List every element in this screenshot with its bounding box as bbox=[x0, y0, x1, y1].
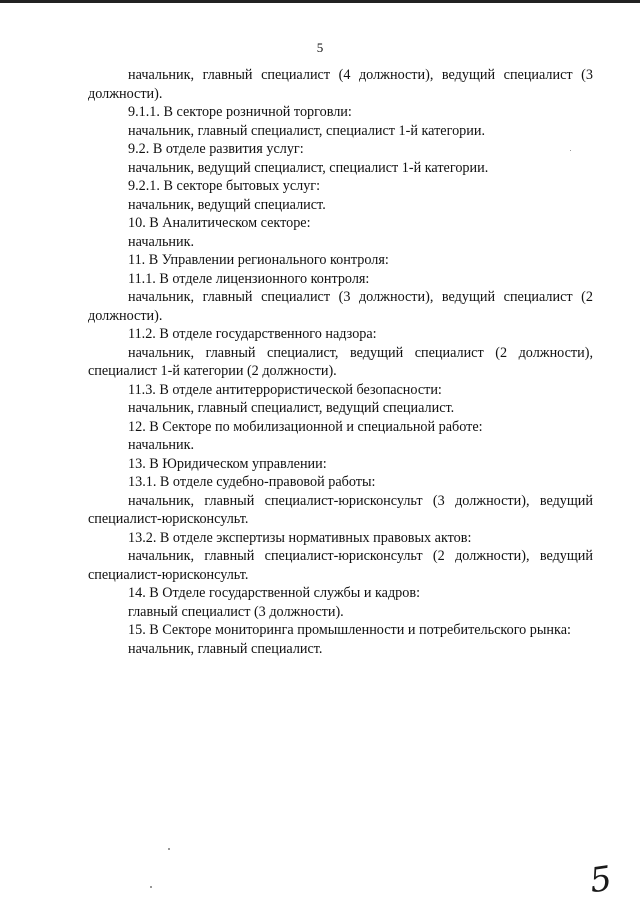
document-body bbox=[88, 66, 593, 658]
paragraph: начальник, главный специалист-юрисконсульт (2 должности), ведущий специалист-юрисконсульт. bbox=[88, 548, 593, 583]
paragraph: начальник, главный специалист, ведущий специалист (2 должности), специалист 1-й категории (2 должности). bbox=[88, 344, 593, 379]
handwritten-page-mark: 5 bbox=[587, 858, 615, 902]
paragraph: начальник, главный специалист, специалист 1-й категории. bbox=[128, 122, 485, 139]
scan-top-edge bbox=[0, 0, 640, 3]
paragraph: 11. В Управлении регионального контроля: bbox=[128, 252, 389, 268]
scan-speck bbox=[150, 886, 152, 888]
scan-speck bbox=[570, 150, 571, 151]
paragraph: начальник, главный специалист (3 должности), ведущий специалист (2 должности). bbox=[88, 289, 593, 324]
paragraph: 12. В Секторе по мобилизационной и специальной работе: bbox=[128, 418, 483, 435]
scan-speck bbox=[168, 848, 170, 850]
paragraph: начальник, ведущий специалист. bbox=[128, 196, 326, 213]
paragraph: 9.2.1. В секторе бытовых услуг: bbox=[128, 178, 321, 194]
paragraph: 10. В Аналитическом секторе: bbox=[128, 215, 311, 231]
paragraph: 9.1.1. В секторе розничной торговли: bbox=[128, 104, 352, 120]
paragraph: 11.2. В отделе государственного надзора: bbox=[128, 326, 377, 342]
paragraph: 13.1. В отделе судебно-правовой работы: bbox=[128, 474, 376, 490]
paragraph: начальник. bbox=[128, 233, 195, 250]
paragraph: начальник, главный специалист (4 должности), ведущий специалист (3 должности). bbox=[88, 67, 593, 102]
paragraph: главный специалист (3 должности). bbox=[128, 603, 344, 620]
page-number: 5 bbox=[316, 40, 324, 55]
paragraph: начальник, главный специалист. bbox=[128, 640, 323, 657]
paragraph: 13.2. В отделе экспертизы нормативных правовых актов: bbox=[128, 529, 472, 546]
paragraph: начальник, главный специалист-юрисконсульт (3 должности), ведущий специалист-юрисконсульт. bbox=[88, 492, 593, 527]
paragraph: 11.1. В отделе лицензионного контроля: bbox=[128, 270, 370, 287]
paragraph: 15. В Секторе мониторинга промышленности и потребительского рынка: bbox=[128, 622, 571, 638]
paragraph: 13. В Юридическом управлении: bbox=[128, 455, 327, 472]
paragraph: начальник, ведущий специалист, специалист 1-й категории. bbox=[128, 159, 489, 176]
paragraph: 9.2. В отделе развития услуг: bbox=[128, 141, 304, 157]
paragraph: 11.3. В отделе антитеррористической безопасности: bbox=[128, 381, 442, 398]
paragraph: 14. В Отделе государственной службы и кадров: bbox=[128, 585, 421, 601]
paragraph: начальник, главный специалист, ведущий специалист. bbox=[128, 400, 455, 416]
paragraph: начальник. bbox=[128, 437, 195, 453]
